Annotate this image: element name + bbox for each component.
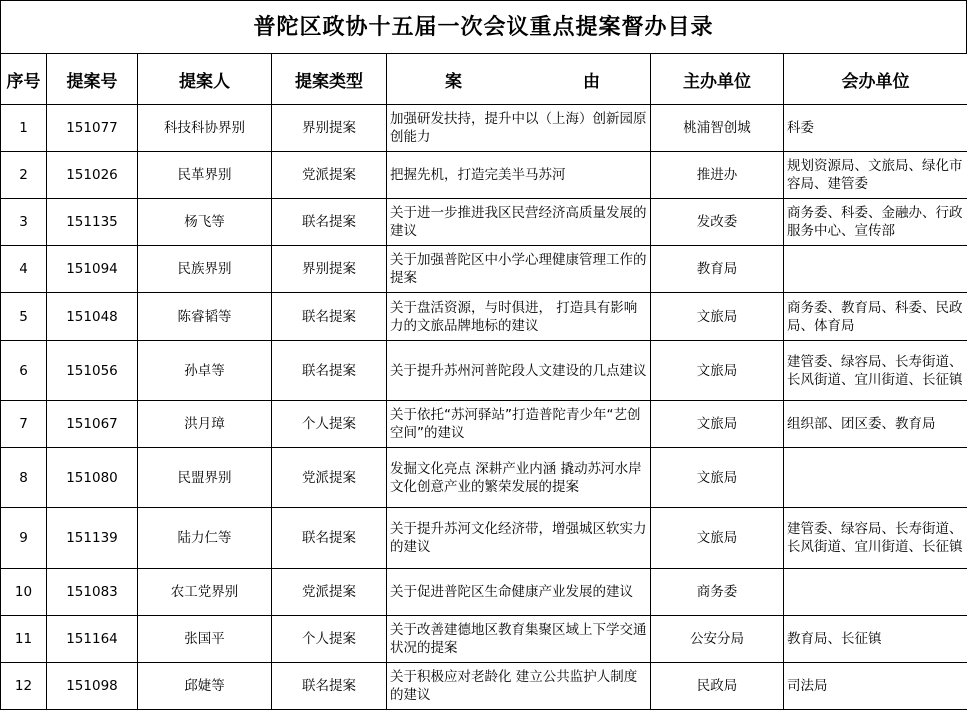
cell-host: 发改委 [651, 199, 784, 246]
cell-type: 党派提案 [272, 152, 387, 199]
cell-number: 151077 [47, 105, 138, 152]
table-row [1, 401, 967, 448]
cell-host: 文旅局 [651, 448, 784, 508]
cell-seq: 10 [1, 569, 47, 616]
cell-proposer: 张国平 [138, 616, 272, 663]
cell-proposer: 杨飞等 [138, 199, 272, 246]
cell-seq: 7 [1, 401, 47, 448]
cell-proposer: 民盟界别 [138, 448, 272, 508]
cell-proposer: 民族界别 [138, 246, 272, 293]
cell-proposer: 农工党界别 [138, 569, 272, 616]
cell-number: 151067 [47, 401, 138, 448]
cell-host: 推进办 [651, 152, 784, 199]
cell-number: 151135 [47, 199, 138, 246]
cell-co: 科委 [784, 105, 967, 152]
cell-type: 个人提案 [272, 616, 387, 663]
cell-number: 151098 [47, 663, 138, 710]
cell-type: 联名提案 [272, 508, 387, 569]
cell-proposer: 孙卓等 [138, 341, 272, 401]
cell-host: 文旅局 [651, 508, 784, 569]
document-title: 普陀区政协十五届一次会议重点提案督办目录 [0, 0, 967, 53]
cell-type: 界别提案 [272, 105, 387, 152]
table-row [1, 199, 967, 246]
table-row [1, 293, 967, 341]
cell-type: 联名提案 [272, 293, 387, 341]
cell-proposer: 民革界别 [138, 152, 272, 199]
header-type: 提案类型 [272, 54, 387, 105]
cell-number: 151048 [47, 293, 138, 341]
cell-number: 151083 [47, 569, 138, 616]
cell-proposer: 陈睿韬等 [138, 293, 272, 341]
cell-subject: 关于进一步推进我区民营经济高质量发展的建议 [387, 199, 651, 246]
cell-seq: 2 [1, 152, 47, 199]
cell-type: 个人提案 [272, 401, 387, 448]
cell-subject: 关于提升苏州河普陀段人文建设的几点建议 [387, 341, 651, 401]
cell-host: 文旅局 [651, 401, 784, 448]
cell-proposer: 科技科协界别 [138, 105, 272, 152]
cell-subject: 发掘文化亮点 深耕产业内涵 撬动苏河水岸文化创意产业的繁荣发展的提案 [387, 448, 651, 508]
cell-subject: 关于盘活资源，与时俱进， 打造具有影响力的文旅品牌地标的建议 [387, 293, 651, 341]
cell-seq: 4 [1, 246, 47, 293]
cell-type: 界别提案 [272, 246, 387, 293]
cell-host: 公安分局 [651, 616, 784, 663]
table-row [1, 508, 967, 569]
cell-co: 规划资源局、文旅局、绿化市容局、建管委 [784, 152, 967, 199]
cell-co: 组织部、团区委、教育局 [784, 401, 967, 448]
cell-proposer: 陆力仁等 [138, 508, 272, 569]
header-number: 提案号 [47, 54, 138, 105]
cell-number: 151026 [47, 152, 138, 199]
cell-subject: 关于加强普陀区中小学心理健康管理工作的提案 [387, 246, 651, 293]
table-row [1, 152, 967, 199]
cell-number: 151094 [47, 246, 138, 293]
table-row [1, 448, 967, 508]
header-host: 主办单位 [651, 54, 784, 105]
header-subject [387, 54, 651, 105]
cell-proposer: 邱婕等 [138, 663, 272, 710]
header-subject-a: 案 [445, 71, 462, 92]
cell-co: 建管委、绿容局、长寿街道、长风街道、宜川街道、长征镇 [784, 508, 967, 569]
cell-number: 151164 [47, 616, 138, 663]
cell-seq: 3 [1, 199, 47, 246]
table-row [1, 105, 967, 152]
cell-number: 151139 [47, 508, 138, 569]
cell-seq: 1 [1, 105, 47, 152]
header-subject-b: 由 [583, 71, 600, 92]
cell-number: 151056 [47, 341, 138, 401]
cell-co [784, 569, 967, 616]
cell-seq: 6 [1, 341, 47, 401]
cell-co: 教育局、长征镇 [784, 616, 967, 663]
cell-co [784, 448, 967, 508]
cell-host: 桃浦智创城 [651, 105, 784, 152]
cell-co: 商务委、教育局、科委、民政局、体育局 [784, 293, 967, 341]
cell-subject: 关于提升苏河文化经济带，增强城区软实力的建议 [387, 508, 651, 569]
table-row [1, 246, 967, 293]
cell-type: 联名提案 [272, 341, 387, 401]
cell-co: 建管委、绿容局、长寿街道、长风街道、宜川街道、长征镇 [784, 341, 967, 401]
header-row [1, 54, 967, 105]
table-row [1, 663, 967, 710]
cell-seq: 5 [1, 293, 47, 341]
cell-subject: 关于依托“苏河驿站”打造普陀青少年“艺创空间”的建议 [387, 401, 651, 448]
cell-number: 151080 [47, 448, 138, 508]
cell-type: 党派提案 [272, 448, 387, 508]
cell-seq: 8 [1, 448, 47, 508]
cell-type: 党派提案 [272, 569, 387, 616]
table-row [1, 341, 967, 401]
cell-host: 教育局 [651, 246, 784, 293]
cell-subject: 关于改善建德地区教育集聚区域上下学交通状况的提案 [387, 616, 651, 663]
header-proposer: 提案人 [138, 54, 272, 105]
proposal-table [0, 53, 967, 710]
cell-host: 商务委 [651, 569, 784, 616]
table-row [1, 616, 967, 663]
cell-proposer: 洪月璋 [138, 401, 272, 448]
cell-host: 民政局 [651, 663, 784, 710]
header-seq: 序号 [1, 54, 47, 105]
header-co: 会办单位 [784, 54, 967, 105]
cell-seq: 12 [1, 663, 47, 710]
cell-co [784, 246, 967, 293]
cell-subject: 关于积极应对老龄化 建立公共监护人制度的建议 [387, 663, 651, 710]
cell-host: 文旅局 [651, 293, 784, 341]
cell-subject: 关于促进普陀区生命健康产业发展的建议 [387, 569, 651, 616]
cell-co: 司法局 [784, 663, 967, 710]
cell-subject: 把握先机，打造完美半马苏河 [387, 152, 651, 199]
cell-seq: 11 [1, 616, 47, 663]
cell-co: 商务委、科委、金融办、行政服务中心、宣传部 [784, 199, 967, 246]
cell-subject: 加强研发扶持，提升中以（上海）创新园原创能力 [387, 105, 651, 152]
cell-seq: 9 [1, 508, 47, 569]
cell-type: 联名提案 [272, 663, 387, 710]
table-row [1, 569, 967, 616]
cell-host: 文旅局 [651, 341, 784, 401]
cell-type: 联名提案 [272, 199, 387, 246]
